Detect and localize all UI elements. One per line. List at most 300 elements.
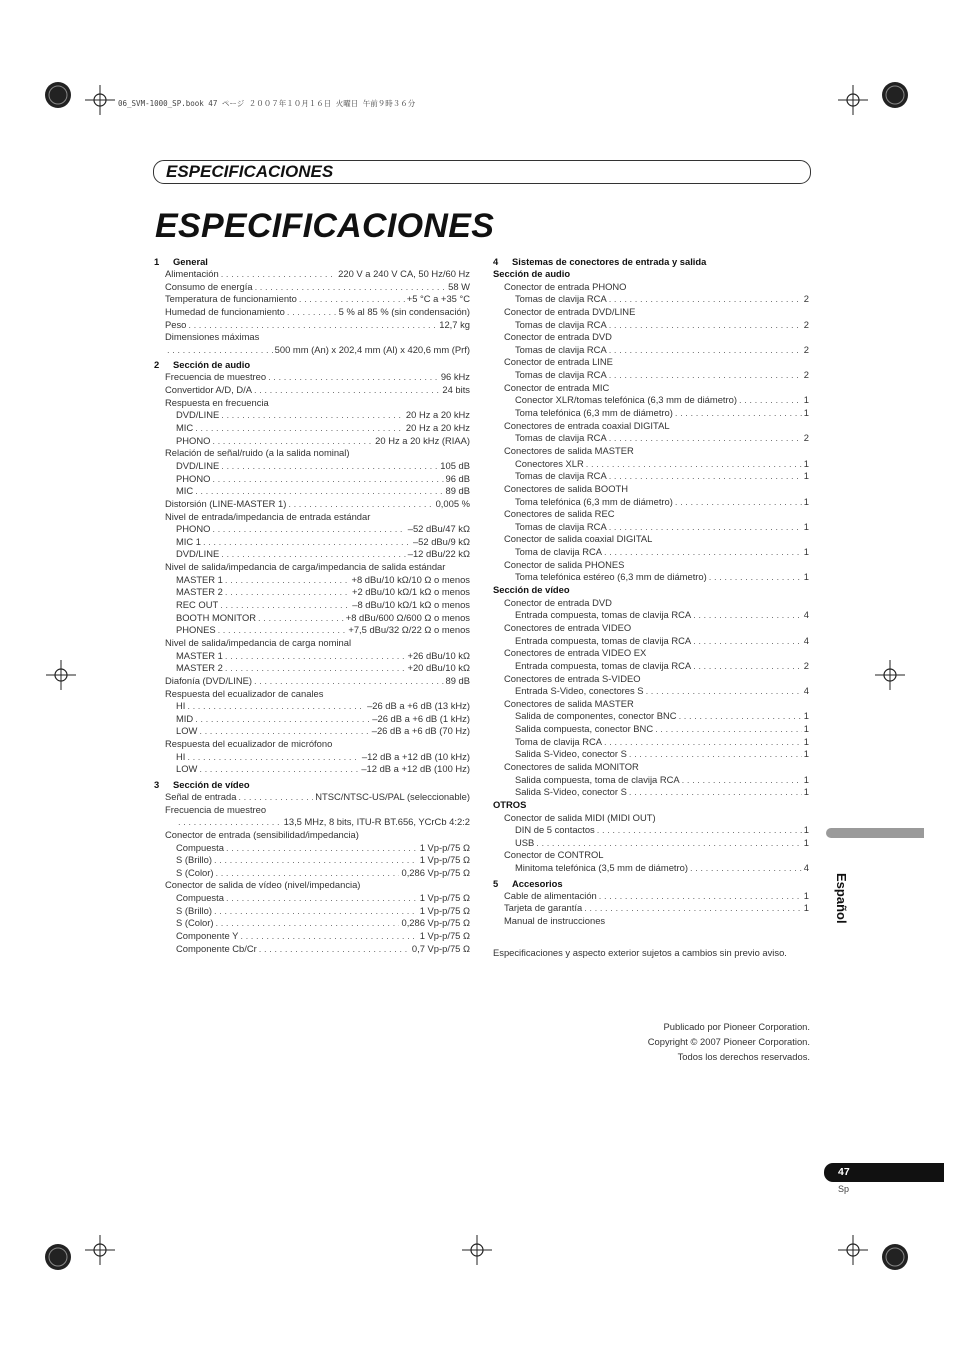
dot-leader — [195, 422, 404, 435]
dot-leader — [167, 344, 273, 357]
spec-label: Tomas de clavija RCA — [515, 293, 607, 305]
spec-label: MID — [176, 712, 194, 724]
dot-leader — [212, 523, 405, 536]
spec-row — [493, 344, 809, 357]
spec-value: 5 % al 85 % (sin condensación) — [338, 305, 470, 317]
dot-leader — [679, 710, 802, 723]
subsection-heading: OTROS — [493, 798, 527, 810]
crosshair-icon — [462, 1235, 492, 1265]
dot-leader — [238, 791, 313, 804]
spec-label: S (Brillo) — [176, 854, 212, 866]
crosshair-icon — [46, 660, 76, 690]
spec-row — [154, 917, 470, 930]
spec-label: Tomas de clavija RCA — [515, 318, 607, 330]
dot-leader — [221, 460, 438, 473]
spec-value: 89 dB — [445, 485, 470, 497]
spec-label: Distorsión (LINE-MASTER 1) — [165, 497, 287, 509]
spec-row — [493, 837, 809, 850]
spec-label: Consumo de energía — [165, 280, 253, 292]
spec-row — [493, 723, 809, 736]
dot-leader — [178, 816, 282, 829]
dot-leader — [609, 293, 802, 306]
dot-leader — [216, 867, 400, 880]
spec-label: Entrada compuesta, tomas de clavija RCA — [515, 634, 692, 646]
dot-leader — [693, 609, 802, 622]
dot-leader — [255, 281, 447, 294]
section-heading — [154, 255, 470, 268]
dot-leader — [597, 824, 802, 837]
dot-leader — [195, 713, 370, 726]
spec-value: +5 °C a +35 °C — [406, 293, 470, 305]
spec-value: 12,7 kg — [439, 318, 470, 330]
language-tab — [829, 873, 855, 933]
spec-value: 1 — [803, 407, 809, 419]
spec-label: Entrada compuesta, tomas de clavija RCA — [515, 659, 692, 671]
spec-label: DIN de 5 contactos — [515, 824, 595, 836]
spec-label: MASTER 1 — [176, 649, 223, 661]
spec-label: Salida de componentes, conector BNC — [515, 710, 677, 722]
registration-mark-icon — [880, 70, 920, 120]
spec-row — [493, 748, 809, 761]
dot-leader — [739, 394, 802, 407]
spec-value: 2 — [803, 343, 809, 355]
dot-leader — [609, 369, 802, 382]
spec-group-label: Conectores de entrada S-VIDEO — [504, 672, 641, 684]
dot-leader — [203, 536, 411, 549]
spec-label: REC OUT — [176, 599, 219, 611]
crosshair-icon — [85, 85, 115, 115]
spec-value: –26 dB a +6 dB (70 Hz) — [371, 725, 470, 737]
spec-value: 1 — [803, 824, 809, 836]
spec-group-label: Frecuencia de muestreo — [165, 803, 267, 815]
spec-label: Toma telefónica (6,3 mm de diámetro) — [515, 407, 673, 419]
dot-leader — [299, 293, 405, 306]
specs-change-note: Especificaciones y aspecto exterior sujetos a cambios sin previo aviso. — [493, 947, 787, 958]
spec-row — [493, 710, 809, 723]
spec-group-label: Manual de instrucciones — [504, 915, 606, 927]
spec-label: Minitoma telefónica (3,5 mm de diámetro) — [515, 862, 688, 874]
registration-mark-icon — [880, 1232, 920, 1282]
dot-leader — [225, 650, 406, 663]
spec-row — [493, 470, 809, 483]
dot-leader — [187, 700, 365, 713]
spec-value: 13,5 MHz, 8 bits, ITU-R BT.656, YCrCb 4:2:2 — [283, 816, 470, 828]
spec-row — [154, 675, 470, 688]
dot-leader — [195, 485, 443, 498]
spec-group-label: Nivel de salida/impedancia de carga nominal — [165, 636, 352, 648]
dot-leader — [226, 842, 418, 855]
section-title: Sección de audio — [173, 359, 251, 371]
spec-row — [493, 407, 809, 420]
spec-label: BOOTH MONITOR — [176, 611, 257, 623]
dot-leader — [259, 943, 410, 956]
spec-label: DVD/LINE — [176, 409, 220, 421]
spec-label: USB — [515, 836, 535, 848]
dot-leader — [609, 432, 802, 445]
spec-value: 1 Vp-p/75 Ω — [419, 841, 470, 853]
spec-group-label: Conectores de salida MASTER — [504, 444, 634, 456]
section-number: 2 — [154, 359, 160, 371]
spec-row — [493, 496, 809, 509]
spec-row — [493, 824, 809, 837]
spec-row — [154, 816, 470, 829]
spec-row — [154, 422, 470, 435]
spec-label: Tarjeta de garantía — [504, 902, 583, 914]
spec-group-label: Conector de salida PHONES — [504, 558, 625, 570]
spec-label: Salida compuesta, conector BNC — [515, 723, 654, 735]
spec-label: Toma de clavija RCA — [515, 546, 603, 558]
language-tab-bar — [826, 828, 924, 838]
dot-leader — [216, 917, 400, 930]
spec-row — [154, 791, 470, 804]
dot-leader — [609, 521, 802, 534]
spec-label: Componente Y — [176, 930, 239, 942]
spec-value: 2 — [803, 659, 809, 671]
spec-label: PHONO — [176, 434, 211, 446]
spec-label: Salida S-Video, conector S — [515, 786, 627, 798]
dot-leader — [254, 675, 443, 688]
spec-group-label: Conector de entrada DVD/LINE — [504, 305, 636, 317]
spec-label: Tomas de clavija RCA — [515, 520, 607, 532]
spec-value: 0,286 Vp-p/75 Ω — [401, 917, 470, 929]
spec-value: 89 dB — [445, 674, 470, 686]
spec-group-label: Conector de CONTROL — [504, 849, 604, 861]
dot-leader — [221, 548, 405, 561]
dot-leader — [225, 586, 350, 599]
spec-value: –8 dBu/10 kΩ/1 kΩ o menos — [352, 599, 470, 611]
spec-row — [493, 458, 809, 471]
crosshair-icon — [838, 85, 868, 115]
dot-leader — [221, 409, 404, 422]
spec-value: +7,5 dBu/32 Ω/22 Ω o menos — [348, 624, 470, 636]
rights-line: Todos los derechos reservados. — [677, 1051, 810, 1062]
spec-group-label: Conectores de entrada VIDEO — [504, 621, 632, 633]
spec-value: 1 — [803, 889, 809, 901]
spec-label: Diafonía (DVD/LINE) — [165, 674, 253, 686]
spec-row — [154, 854, 470, 867]
spec-value: 2 — [803, 318, 809, 330]
spec-label: S (Color) — [176, 917, 214, 929]
dot-leader — [240, 930, 417, 943]
spec-value: 220 V a 240 V CA, 50 Hz/60 Hz — [338, 268, 470, 279]
spec-row — [493, 774, 809, 787]
print-header-line: 06_SVM-1000_SP.book 47 ページ ２００７年１０月１６日 火曜日 午前９時３６分 — [118, 99, 416, 108]
spec-label: MIC — [176, 422, 194, 434]
dot-leader — [214, 854, 418, 867]
spec-group-label: Conector de entrada DVD — [504, 596, 612, 608]
spec-value: 4 — [803, 634, 809, 646]
section-number: 4 — [493, 256, 499, 267]
spec-row — [154, 498, 470, 511]
language-tab-label: Español — [834, 873, 849, 924]
spec-value: 1 — [803, 470, 809, 482]
spec-row — [493, 521, 809, 534]
spec-row — [154, 892, 470, 905]
spec-value: 1 — [803, 710, 809, 722]
spec-label: DVD/LINE — [176, 548, 220, 560]
spec-value: 1 Vp-p/75 Ω — [419, 930, 470, 942]
spec-row — [493, 685, 809, 698]
dot-leader — [675, 496, 802, 509]
dot-leader — [604, 546, 802, 559]
spec-label: MASTER 1 — [176, 573, 223, 585]
spec-row — [154, 612, 470, 625]
dot-leader — [693, 635, 802, 648]
page-language-code: Sp — [838, 1184, 850, 1194]
spec-label: S (Color) — [176, 866, 214, 878]
dot-leader — [536, 837, 802, 850]
spec-row — [493, 293, 809, 306]
spec-value: 0,286 Vp-p/75 Ω — [401, 866, 470, 878]
spec-row — [493, 902, 809, 915]
spec-group-label: Conector de entrada PHONO — [504, 280, 627, 292]
dot-leader — [646, 685, 802, 698]
section-header-title: ESPECIFICACIONES — [166, 162, 334, 181]
dot-leader — [226, 892, 418, 905]
spec-label: Toma de clavija RCA — [515, 735, 603, 747]
spec-value: 20 Hz a 20 kHz — [405, 422, 470, 434]
spec-value: –12 dBu/22 kΩ — [407, 548, 470, 560]
spec-group-label: Conectores de salida BOOTH — [504, 482, 629, 494]
spec-row — [154, 268, 470, 281]
spec-value: 105 dB — [440, 459, 470, 471]
spec-value: 4 — [803, 862, 809, 874]
publisher-line: Publicado por Pioneer Corporation. — [663, 1021, 810, 1032]
dot-leader — [214, 905, 418, 918]
spec-label: HI — [176, 750, 186, 762]
spec-row — [154, 574, 470, 587]
dot-leader — [288, 498, 433, 511]
spec-label: PHONO — [176, 523, 211, 535]
spec-label: Alimentación — [165, 268, 219, 279]
spec-group-label: Conectores de salida MASTER — [504, 697, 634, 709]
spec-label: Componente Cb/Cr — [176, 942, 257, 954]
spec-row — [493, 635, 809, 648]
spec-row — [154, 751, 470, 764]
spec-value: 500 mm (An) x 202,4 mm (Al) x 420,6 mm (Prf) — [274, 343, 470, 355]
spec-label: Temperatura de funcionamiento — [165, 293, 297, 305]
spec-value: 24 bits — [442, 384, 470, 396]
spec-row — [493, 862, 809, 875]
spec-label: LOW — [176, 725, 198, 737]
spec-row — [154, 473, 470, 486]
spec-label: PHONO — [176, 472, 211, 484]
dot-leader — [599, 890, 802, 903]
spec-value: –26 dB a +6 dB (13 kHz) — [367, 700, 470, 712]
dot-leader — [655, 723, 802, 736]
spec-value: NTSC/NTSC-US/PAL (seleccionable) — [315, 790, 470, 802]
spec-value: 20 Hz a 20 kHz — [405, 409, 470, 421]
spec-label: Salida S-Video, conector S — [515, 748, 627, 760]
dot-leader — [604, 736, 802, 749]
spec-label: Tomas de clavija RCA — [515, 343, 607, 355]
spec-row — [493, 369, 809, 382]
spec-label: DVD/LINE — [176, 459, 220, 471]
spec-group-label: Conector de entrada MIC — [504, 381, 610, 393]
subsection-heading: Sección de vídeo — [493, 584, 570, 596]
spec-value: +20 dBu/10 kΩ — [407, 662, 470, 674]
spec-value: 2 — [803, 432, 809, 444]
spec-label: MASTER 2 — [176, 662, 223, 674]
spec-group-label: Conectores de salida REC — [504, 508, 615, 520]
spec-group-label: Conector de salida de vídeo (nivel/impedancia) — [165, 879, 361, 891]
crosshair-icon — [85, 1235, 115, 1265]
section-title: General — [173, 256, 208, 267]
spec-value: 1 — [803, 520, 809, 532]
dot-leader — [218, 624, 347, 637]
spec-label: Humedad de funcionamiento — [165, 305, 285, 317]
spec-row — [154, 586, 470, 599]
spec-row — [154, 371, 470, 384]
spec-label: PHONES — [176, 624, 216, 636]
spec-value: 96 kHz — [440, 371, 470, 383]
spec-row — [154, 624, 470, 637]
spec-group-label: Nivel de entrada/impedancia de entrada estándar — [165, 510, 371, 522]
spec-value: 1 — [803, 495, 809, 507]
spec-label: Toma telefónica estéreo (6,3 mm de diámetro) — [515, 571, 707, 583]
section-heading — [493, 255, 809, 268]
section-title: Sistemas de conectores de entrada y salida — [512, 256, 707, 267]
spec-value: 1 — [803, 735, 809, 747]
dot-leader — [220, 599, 350, 612]
spec-label: MIC 1 — [176, 535, 202, 547]
dot-leader — [199, 725, 369, 738]
dot-leader — [709, 571, 802, 584]
spec-group-label: Respuesta en frecuencia — [165, 396, 269, 408]
spec-value: 0,005 % — [435, 497, 470, 509]
spec-row — [493, 394, 809, 407]
spec-row — [154, 409, 470, 422]
spec-label: Conector XLR/tomas telefónica (6,3 mm de diámetro) — [515, 394, 737, 406]
dot-leader — [221, 268, 336, 281]
dot-leader — [629, 748, 802, 761]
dot-leader — [690, 862, 802, 875]
spec-value: –52 dBu/47 kΩ — [407, 523, 470, 535]
dot-leader — [225, 574, 350, 587]
spec-row — [154, 536, 470, 549]
spec-label: Compuesta — [176, 892, 224, 904]
spec-value: 1 Vp-p/75 Ω — [419, 892, 470, 904]
spec-row — [493, 571, 809, 584]
spec-row — [154, 867, 470, 880]
spec-row — [493, 736, 809, 749]
spec-value: +26 dBu/10 kΩ — [407, 649, 470, 661]
dot-leader — [225, 662, 406, 675]
spec-row — [154, 930, 470, 943]
spec-value: –12 dB a +12 dB (100 Hz) — [361, 763, 470, 775]
dot-leader — [287, 306, 337, 319]
spec-label: Compuesta — [176, 841, 224, 853]
spec-row — [154, 700, 470, 713]
spec-group-label: Conector de entrada (sensibilidad/impedancia) — [165, 828, 359, 840]
spec-row — [154, 548, 470, 561]
spec-label: Salida compuesta, toma de clavija RCA — [515, 773, 680, 785]
dot-leader — [629, 786, 802, 799]
spec-label: LOW — [176, 763, 198, 775]
spec-value: 1 — [803, 902, 809, 914]
dot-leader — [609, 319, 802, 332]
subsection-heading: Sección de audio — [493, 268, 571, 279]
dot-leader — [682, 774, 802, 787]
section-header-bar — [153, 160, 811, 184]
spec-value: 4 — [803, 609, 809, 621]
spec-value: 1 — [803, 786, 809, 798]
spec-row — [154, 725, 470, 738]
dot-leader — [268, 371, 439, 384]
spec-row — [493, 432, 809, 445]
spec-value: 1 — [803, 546, 809, 558]
spec-row — [154, 384, 470, 397]
spec-value: 1 — [803, 457, 809, 469]
section-title: Accesorios — [512, 877, 563, 889]
spec-label: MIC — [176, 485, 194, 497]
crosshair-icon — [875, 660, 905, 690]
spec-row — [154, 281, 470, 294]
section-heading — [154, 358, 470, 371]
spec-group-label: Conector de entrada DVD — [504, 331, 612, 343]
spec-label: Tomas de clavija RCA — [515, 432, 607, 444]
spec-value: 1 — [803, 394, 809, 406]
crosshair-icon — [838, 1235, 868, 1265]
dot-leader — [188, 319, 437, 332]
section-number: 5 — [493, 877, 499, 889]
dot-leader — [609, 470, 802, 483]
specs-right-column — [493, 253, 809, 928]
spec-label: Conectores XLR — [515, 457, 584, 469]
spec-group-label: Conector de salida coaxial DIGITAL — [504, 533, 653, 545]
spec-row — [154, 842, 470, 855]
spec-value: 20 Hz a 20 kHz (RIAA) — [375, 434, 470, 446]
spec-row — [493, 319, 809, 332]
spec-row — [154, 662, 470, 675]
spec-label: MASTER 2 — [176, 586, 223, 598]
spec-row — [154, 319, 470, 332]
spec-label: Convertidor A/D, D/A — [165, 384, 253, 396]
spec-label: Peso — [165, 318, 187, 330]
spec-label: Frecuencia de muestreo — [165, 371, 267, 383]
spec-row — [154, 293, 470, 306]
spec-group-label: Nivel de salida/impedancia de carga/impedancia de salida estándar — [165, 561, 446, 573]
spec-group-label: Conector de salida MIDI (MIDI OUT) — [504, 811, 656, 823]
spec-value: 0,7 Vp-p/75 Ω — [411, 942, 470, 954]
spec-label: HI — [176, 700, 186, 712]
spec-row — [154, 713, 470, 726]
spec-label: Señal de entrada — [165, 790, 237, 802]
spec-group-label: Conector de entrada LINE — [504, 356, 613, 368]
spec-label: Cable de alimentación — [504, 889, 597, 901]
spec-row — [154, 650, 470, 663]
spec-group-label: Conectores de entrada coaxial DIGITAL — [504, 419, 670, 431]
dot-leader — [187, 751, 359, 764]
section-title: Sección de vídeo — [173, 778, 250, 790]
spec-group-label: Respuesta del ecualizador de canales — [165, 687, 324, 699]
spec-row — [154, 435, 470, 448]
spec-row — [154, 599, 470, 612]
section-heading — [493, 877, 809, 890]
spec-row — [154, 460, 470, 473]
section-number: 1 — [154, 256, 160, 267]
spec-label: Tomas de clavija RCA — [515, 369, 607, 381]
spec-label: S (Brillo) — [176, 904, 212, 916]
spec-row — [154, 905, 470, 918]
spec-row — [493, 546, 809, 559]
publisher-block — [560, 1019, 810, 1064]
section-number: 3 — [154, 778, 160, 790]
spec-group-label: Relación de señal/ruido (a la salida nominal) — [165, 447, 350, 459]
dot-leader — [212, 473, 443, 486]
spec-value: 4 — [803, 685, 809, 697]
dot-leader — [584, 902, 802, 915]
